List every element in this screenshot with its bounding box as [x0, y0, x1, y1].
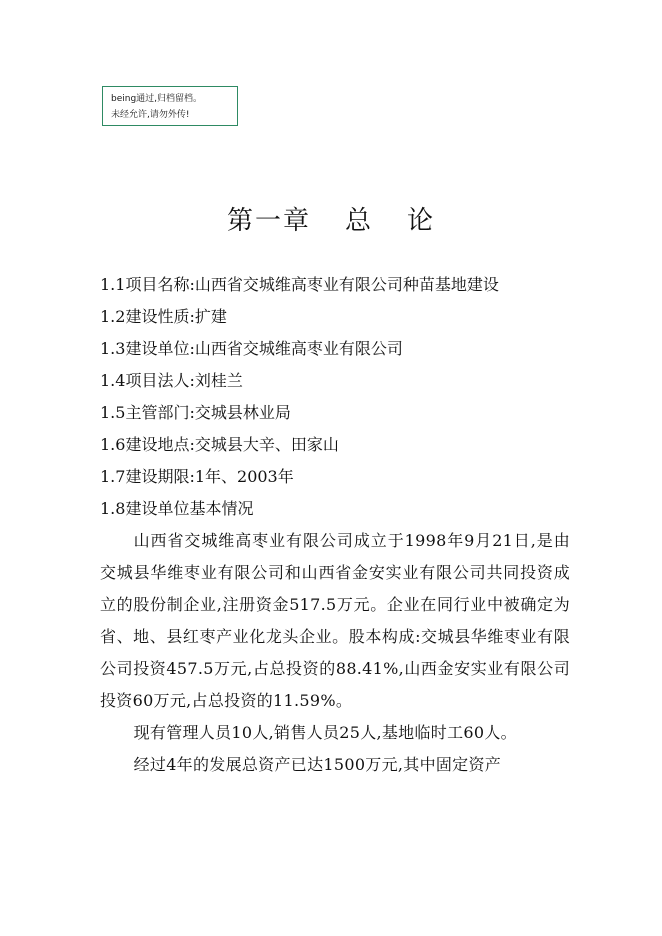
- item-construction-unit: 1.3建设单位:山西省交城维高枣业有限公司: [100, 339, 403, 358]
- paragraph-staff: 现有管理人员10人,销售人员25人,基地临时工60人。: [133, 723, 517, 742]
- paragraph-assets: 经过4年的发展总资产已达1500万元,其中固定资产: [133, 755, 502, 774]
- item-unit-overview: 1.8建设单位基本情况: [100, 499, 254, 518]
- chapter-title: [0, 200, 662, 237]
- approval-stamp: [102, 86, 238, 126]
- item-project-name: 1.1项目名称:山西省交城维高枣业有限公司种苗基地建设: [100, 275, 499, 294]
- item-location: 1.6建设地点:交城县大辛、田家山: [100, 435, 339, 454]
- item-construction-nature: 1.2建设性质:扩建: [100, 307, 227, 326]
- item-legal-person: 1.4项目法人:刘桂兰: [100, 371, 243, 390]
- chapter-number: 第一章: [226, 206, 311, 236]
- item-department: 1.5主管部门:交城县林业局: [100, 403, 291, 422]
- document-body: [100, 269, 570, 781]
- paragraph-company-info: 山西省交城维高枣业有限公司成立于1998年9月21日,是由交城县华维枣业有限公司和山西省金安实业有限公司共同投资成立的股份制企业,注册资金517.5万元。企业在同行业中被确定为省、地、县红枣产业化龙头企业。股本构成:交城县华维枣业有限公司投资457.5万元,占总投资的88.41%,山西金安实业有限公司投资60万元,占总投资的11.59%。: [100, 531, 570, 710]
- stamp-line-1: being通过,归档留档。: [111, 94, 203, 104]
- stamp-line-2: 未经允许,请勿外传!: [111, 110, 190, 120]
- chapter-word-1: 总: [344, 206, 373, 236]
- chapter-word-2: 论: [407, 206, 436, 236]
- item-period: 1.7建设期限:1年、2003年: [100, 467, 294, 486]
